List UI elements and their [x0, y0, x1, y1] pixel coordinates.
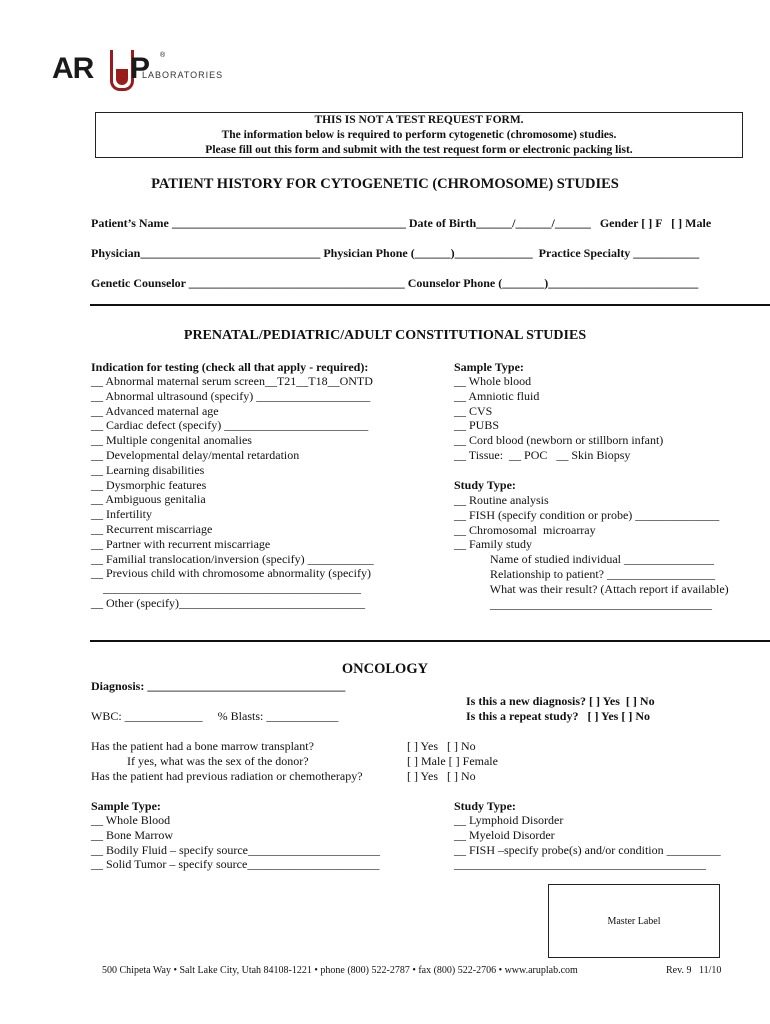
- indication-item: __ Abnormal ultrasound (specify) ___________________: [91, 388, 371, 403]
- study-type-item: __ Family study: [454, 537, 533, 552]
- oncology-title: ONCOLOGY: [341, 661, 429, 677]
- indication-item: __ Partner with recurrent miscarriage: [91, 536, 271, 551]
- section-divider: [90, 640, 770, 642]
- onc-sample-type-item: __ Bodily Fluid – specify source______________________: [91, 842, 380, 857]
- indication-item: __ Cardiac defect (specify) ________________________: [91, 418, 369, 433]
- study-type-list: [454, 493, 729, 611]
- onc-sample-type-item: __ Bone Marrow: [91, 827, 173, 842]
- section-divider: [90, 304, 770, 306]
- sample-type-item: __ CVS: [454, 403, 493, 418]
- radiation-question: Has the patient had previous radiation or chemotherapy?: [91, 769, 363, 783]
- indication-item: __ Learning disabilities: [91, 462, 205, 477]
- study-type-item: What was their result? (Attach report if available): [454, 581, 729, 596]
- indication-item: __ Developmental delay/mental retardation: [91, 447, 300, 462]
- notice-line-3: Please fill out this form and submit with the test request form or electronic packing list.: [205, 144, 633, 156]
- donor-sex-question: If yes, what was the sex of the donor?: [91, 754, 309, 768]
- study-type-item: Name of studied individual _______________: [454, 552, 714, 567]
- study-type-item: __ Chromosomal microarray: [454, 522, 596, 537]
- master-label-box: [548, 884, 720, 958]
- indication-item: __ Other (specify)_______________________________: [91, 595, 365, 610]
- sample-type-list: [454, 374, 663, 463]
- patient-info-row-2: Physician______________________________ Physician Phone (______)_____________ Practice Specialty ___________: [91, 246, 700, 260]
- wbc-blasts-field: WBC: _____________ % Blasts: ____________: [91, 709, 339, 723]
- footer-address: 500 Chipeta Way • Salt Lake City, Utah 84108-1221 • phone (800) 522-2787 • fax (800) 522-2706 • www.aruplab.com: [102, 965, 578, 976]
- patient-info-row-1: Patient’s Name _______________________________________ Date of Birth______/______/______ Gender [ ] F [ ] Male: [91, 216, 712, 230]
- onc-sample-type-header: Sample Type:: [91, 799, 161, 813]
- transplant-question: Has the patient had a bone marrow transplant?: [91, 739, 314, 753]
- onc-study-type-item: __ Lymphoid Disorder: [454, 813, 564, 827]
- notice-line-1: THIS IS NOT A TEST REQUEST FORM.: [314, 114, 524, 126]
- indication-item: __ Multiple congenital anomalies: [91, 433, 252, 448]
- indication-item: ___________________________________________: [91, 581, 361, 596]
- study-type-header: Study Type:: [454, 478, 516, 492]
- onc-study-type-item: __ FISH –specify probe(s) and/or condition _________: [454, 842, 721, 857]
- study-type-item: _____________________________________: [454, 596, 712, 611]
- onc-study-type-header: Study Type:: [454, 799, 516, 813]
- indication-item: __ Recurrent miscarriage: [91, 521, 213, 536]
- sample-type-item: __ Amniotic fluid: [454, 388, 540, 403]
- master-label-text: Master Label: [607, 916, 661, 927]
- sample-type-header: Sample Type:: [454, 360, 524, 374]
- notice-box: [95, 112, 743, 158]
- page-title: PATIENT HISTORY FOR CYTOGENETIC (CHROMOSOME) STUDIES: [151, 176, 619, 192]
- onc-study-type-list: [454, 813, 721, 872]
- onc-sample-type-list: [91, 813, 380, 872]
- indication-item: __ Abnormal maternal serum screen__T21__T18__ONTD: [91, 374, 373, 388]
- onc-study-type-item: __________________________________________: [454, 857, 706, 872]
- indication-item: __ Dysmorphic features: [91, 477, 207, 492]
- arup-logo: [52, 50, 222, 94]
- indication-item: __ Ambiguous genitalia: [91, 492, 206, 507]
- study-type-item: Relationship to patient? __________________: [454, 566, 715, 581]
- sample-type-item: __ Cord blood (newborn or stillborn infant): [454, 433, 664, 448]
- indication-list: [91, 374, 374, 611]
- patient-info-row-3: Genetic Counselor ____________________________________ Counselor Phone (_______)_________________________: [91, 276, 699, 290]
- transplant-answer: [ ] Yes [ ] No: [407, 739, 476, 753]
- onc-study-type-item: __ Myeloid Disorder: [454, 827, 555, 842]
- logo-brand-text: AR: [52, 52, 94, 85]
- logo-subtitle: LABORATORIES: [142, 70, 224, 80]
- study-type-item: __ FISH (specify condition or probe) ______________: [454, 507, 720, 522]
- new-diagnosis-question: Is this a new diagnosis? [ ] Yes [ ] No: [466, 694, 655, 708]
- indication-item: __ Infertility: [91, 507, 152, 522]
- sample-type-item: __ Whole blood: [454, 374, 532, 388]
- indication-item: __ Previous child with chromosome abnormality (specify): [91, 566, 371, 581]
- revision-info: Rev. 9 11/10: [666, 965, 722, 976]
- study-type-item: __ Routine analysis: [454, 493, 549, 507]
- radiation-answer: [ ] Yes [ ] No: [407, 769, 476, 783]
- onc-sample-type-item: __ Whole Blood: [91, 813, 171, 827]
- repeat-study-question: Is this a repeat study? [ ] Yes [ ] No: [466, 709, 650, 723]
- diagnosis-field: Diagnosis: _________________________________: [91, 679, 346, 693]
- indication-header: Indication for testing (check all that apply - required):: [91, 360, 369, 374]
- indication-item: __ Familial translocation/inversion (specify) ___________: [91, 551, 374, 566]
- sample-type-item: __ Tissue: __ POC __ Skin Biopsy: [454, 447, 631, 462]
- onc-sample-type-item: __ Solid Tumor – specify source______________________: [91, 857, 380, 872]
- constitutional-title: PRENATAL/PEDIATRIC/ADULT CONSTITUTIONAL STUDIES: [183, 328, 587, 343]
- donor-sex-answer: [ ] Male [ ] Female: [407, 754, 498, 768]
- notice-line-2: The information below is required to perform cytogenetic (chromosome) studies.: [221, 129, 617, 141]
- registered-mark: ®: [160, 52, 166, 59]
- indication-item: __ Advanced maternal age: [91, 403, 219, 418]
- logo-brand-text-2: P: [130, 52, 151, 85]
- sample-type-item: __ PUBS: [454, 418, 500, 433]
